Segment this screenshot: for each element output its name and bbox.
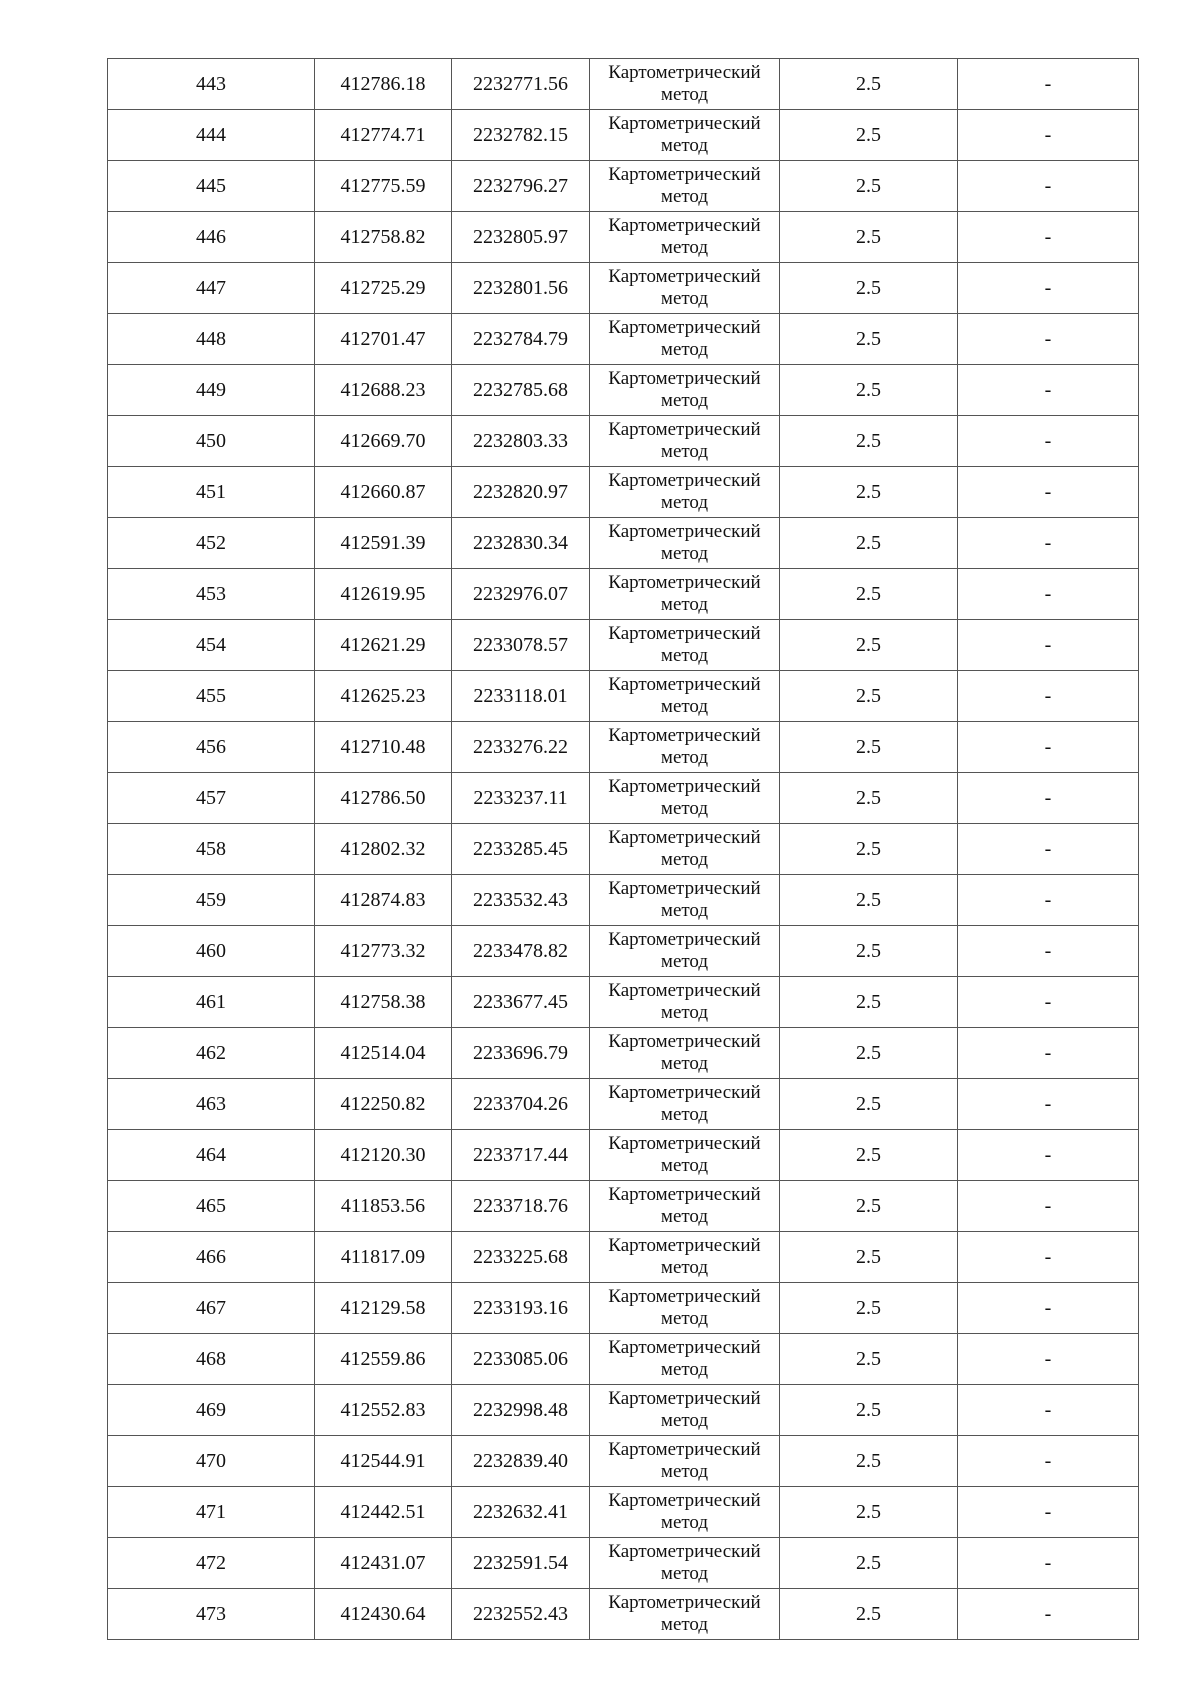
note-cell: - xyxy=(958,314,1139,365)
table-row xyxy=(108,1028,1139,1079)
point-number-cell: 450 xyxy=(108,416,315,467)
table-row xyxy=(108,1232,1139,1283)
accuracy-cell: 2.5 xyxy=(780,1079,958,1130)
y-coordinate-cell: 2233532.43 xyxy=(452,875,590,926)
note-cell: - xyxy=(958,59,1139,110)
y-coordinate-cell: 2233285.45 xyxy=(452,824,590,875)
point-number-cell: 453 xyxy=(108,569,315,620)
x-coordinate-cell: 412660.87 xyxy=(315,467,452,518)
method-cell: Картометрический метод xyxy=(590,620,780,671)
x-coordinate-cell: 412725.29 xyxy=(315,263,452,314)
note-cell: - xyxy=(958,467,1139,518)
accuracy-cell: 2.5 xyxy=(780,977,958,1028)
y-coordinate-cell: 2233078.57 xyxy=(452,620,590,671)
y-coordinate-cell: 2232976.07 xyxy=(452,569,590,620)
note-cell: - xyxy=(958,773,1139,824)
table-row xyxy=(108,569,1139,620)
x-coordinate-cell: 412786.18 xyxy=(315,59,452,110)
accuracy-cell: 2.5 xyxy=(780,671,958,722)
point-number-cell: 454 xyxy=(108,620,315,671)
point-number-cell: 448 xyxy=(108,314,315,365)
coordinates-table xyxy=(107,58,1139,1640)
point-number-cell: 443 xyxy=(108,59,315,110)
y-coordinate-cell: 2232591.54 xyxy=(452,1538,590,1589)
method-cell: Картометрический метод xyxy=(590,1589,780,1640)
accuracy-cell: 2.5 xyxy=(780,365,958,416)
accuracy-cell: 2.5 xyxy=(780,569,958,620)
x-coordinate-cell: 412773.32 xyxy=(315,926,452,977)
x-coordinate-cell: 412514.04 xyxy=(315,1028,452,1079)
point-number-cell: 473 xyxy=(108,1589,315,1640)
note-cell: - xyxy=(958,365,1139,416)
x-coordinate-cell: 411817.09 xyxy=(315,1232,452,1283)
method-cell: Картометрический метод xyxy=(590,1181,780,1232)
table-row xyxy=(108,1436,1139,1487)
table-row xyxy=(108,1181,1139,1232)
table-row xyxy=(108,1079,1139,1130)
accuracy-cell: 2.5 xyxy=(780,416,958,467)
x-coordinate-cell: 412774.71 xyxy=(315,110,452,161)
method-cell: Картометрический метод xyxy=(590,416,780,467)
table-row xyxy=(108,314,1139,365)
point-number-cell: 471 xyxy=(108,1487,315,1538)
note-cell: - xyxy=(958,1385,1139,1436)
x-coordinate-cell: 412559.86 xyxy=(315,1334,452,1385)
y-coordinate-cell: 2232830.34 xyxy=(452,518,590,569)
accuracy-cell: 2.5 xyxy=(780,1436,958,1487)
note-cell: - xyxy=(958,1079,1139,1130)
table-row xyxy=(108,212,1139,263)
method-cell: Картометрический метод xyxy=(590,1385,780,1436)
x-coordinate-cell: 412621.29 xyxy=(315,620,452,671)
point-number-cell: 469 xyxy=(108,1385,315,1436)
method-cell: Картометрический метод xyxy=(590,110,780,161)
y-coordinate-cell: 2233718.76 xyxy=(452,1181,590,1232)
method-cell: Картометрический метод xyxy=(590,1436,780,1487)
note-cell: - xyxy=(958,926,1139,977)
point-number-cell: 458 xyxy=(108,824,315,875)
y-coordinate-cell: 2232805.97 xyxy=(452,212,590,263)
table-row xyxy=(108,110,1139,161)
method-cell: Картометрический метод xyxy=(590,722,780,773)
method-cell: Картометрический метод xyxy=(590,926,780,977)
x-coordinate-cell: 412552.83 xyxy=(315,1385,452,1436)
point-number-cell: 460 xyxy=(108,926,315,977)
table-row xyxy=(108,1385,1139,1436)
y-coordinate-cell: 2233225.68 xyxy=(452,1232,590,1283)
accuracy-cell: 2.5 xyxy=(780,1283,958,1334)
note-cell: - xyxy=(958,1028,1139,1079)
note-cell: - xyxy=(958,1589,1139,1640)
table-row xyxy=(108,1589,1139,1640)
accuracy-cell: 2.5 xyxy=(780,1028,958,1079)
accuracy-cell: 2.5 xyxy=(780,161,958,212)
method-cell: Картометрический метод xyxy=(590,1232,780,1283)
table-row xyxy=(108,161,1139,212)
y-coordinate-cell: 2232771.56 xyxy=(452,59,590,110)
point-number-cell: 459 xyxy=(108,875,315,926)
x-coordinate-cell: 412874.83 xyxy=(315,875,452,926)
note-cell: - xyxy=(958,620,1139,671)
point-number-cell: 465 xyxy=(108,1181,315,1232)
note-cell: - xyxy=(958,263,1139,314)
accuracy-cell: 2.5 xyxy=(780,314,958,365)
point-number-cell: 463 xyxy=(108,1079,315,1130)
y-coordinate-cell: 2233704.26 xyxy=(452,1079,590,1130)
point-number-cell: 461 xyxy=(108,977,315,1028)
method-cell: Картометрический метод xyxy=(590,569,780,620)
table-row xyxy=(108,467,1139,518)
point-number-cell: 447 xyxy=(108,263,315,314)
table-row xyxy=(108,1283,1139,1334)
table-row xyxy=(108,620,1139,671)
table-row xyxy=(108,518,1139,569)
accuracy-cell: 2.5 xyxy=(780,518,958,569)
note-cell: - xyxy=(958,671,1139,722)
y-coordinate-cell: 2232785.68 xyxy=(452,365,590,416)
note-cell: - xyxy=(958,1283,1139,1334)
x-coordinate-cell: 412250.82 xyxy=(315,1079,452,1130)
method-cell: Картометрический метод xyxy=(590,1538,780,1589)
method-cell: Картометрический метод xyxy=(590,875,780,926)
x-coordinate-cell: 412710.48 xyxy=(315,722,452,773)
table-row xyxy=(108,824,1139,875)
x-coordinate-cell: 412591.39 xyxy=(315,518,452,569)
method-cell: Картометрический метод xyxy=(590,824,780,875)
method-cell: Картометрический метод xyxy=(590,467,780,518)
table-row xyxy=(108,875,1139,926)
method-cell: Картометрический метод xyxy=(590,671,780,722)
accuracy-cell: 2.5 xyxy=(780,1334,958,1385)
note-cell: - xyxy=(958,1232,1139,1283)
method-cell: Картометрический метод xyxy=(590,1487,780,1538)
point-number-cell: 470 xyxy=(108,1436,315,1487)
point-number-cell: 446 xyxy=(108,212,315,263)
point-number-cell: 462 xyxy=(108,1028,315,1079)
method-cell: Картометрический метод xyxy=(590,773,780,824)
note-cell: - xyxy=(958,1487,1139,1538)
x-coordinate-cell: 411853.56 xyxy=(315,1181,452,1232)
accuracy-cell: 2.5 xyxy=(780,875,958,926)
method-cell: Картометрический метод xyxy=(590,1079,780,1130)
note-cell: - xyxy=(958,722,1139,773)
x-coordinate-cell: 412619.95 xyxy=(315,569,452,620)
y-coordinate-cell: 2232796.27 xyxy=(452,161,590,212)
accuracy-cell: 2.5 xyxy=(780,824,958,875)
x-coordinate-cell: 412544.91 xyxy=(315,1436,452,1487)
note-cell: - xyxy=(958,1181,1139,1232)
method-cell: Картометрический метод xyxy=(590,59,780,110)
x-coordinate-cell: 412758.82 xyxy=(315,212,452,263)
x-coordinate-cell: 412688.23 xyxy=(315,365,452,416)
table-row xyxy=(108,671,1139,722)
accuracy-cell: 2.5 xyxy=(780,212,958,263)
note-cell: - xyxy=(958,161,1139,212)
y-coordinate-cell: 2232552.43 xyxy=(452,1589,590,1640)
table-row xyxy=(108,416,1139,467)
x-coordinate-cell: 412442.51 xyxy=(315,1487,452,1538)
x-coordinate-cell: 412758.38 xyxy=(315,977,452,1028)
y-coordinate-cell: 2232801.56 xyxy=(452,263,590,314)
y-coordinate-cell: 2233478.82 xyxy=(452,926,590,977)
accuracy-cell: 2.5 xyxy=(780,773,958,824)
y-coordinate-cell: 2233237.11 xyxy=(452,773,590,824)
method-cell: Картометрический метод xyxy=(590,263,780,314)
note-cell: - xyxy=(958,518,1139,569)
y-coordinate-cell: 2233276.22 xyxy=(452,722,590,773)
point-number-cell: 466 xyxy=(108,1232,315,1283)
x-coordinate-cell: 412625.23 xyxy=(315,671,452,722)
table-row xyxy=(108,977,1139,1028)
x-coordinate-cell: 412120.30 xyxy=(315,1130,452,1181)
y-coordinate-cell: 2232632.41 xyxy=(452,1487,590,1538)
accuracy-cell: 2.5 xyxy=(780,722,958,773)
x-coordinate-cell: 412669.70 xyxy=(315,416,452,467)
table-row xyxy=(108,722,1139,773)
note-cell: - xyxy=(958,1538,1139,1589)
x-coordinate-cell: 412802.32 xyxy=(315,824,452,875)
point-number-cell: 452 xyxy=(108,518,315,569)
method-cell: Картометрический метод xyxy=(590,1028,780,1079)
point-number-cell: 445 xyxy=(108,161,315,212)
table-row xyxy=(108,1538,1139,1589)
point-number-cell: 468 xyxy=(108,1334,315,1385)
accuracy-cell: 2.5 xyxy=(780,1385,958,1436)
table-row xyxy=(108,926,1139,977)
method-cell: Картометрический метод xyxy=(590,977,780,1028)
point-number-cell: 449 xyxy=(108,365,315,416)
note-cell: - xyxy=(958,824,1139,875)
x-coordinate-cell: 412129.58 xyxy=(315,1283,452,1334)
x-coordinate-cell: 412775.59 xyxy=(315,161,452,212)
method-cell: Картометрический метод xyxy=(590,314,780,365)
note-cell: - xyxy=(958,875,1139,926)
method-cell: Картометрический метод xyxy=(590,518,780,569)
accuracy-cell: 2.5 xyxy=(780,1181,958,1232)
y-coordinate-cell: 2232998.48 xyxy=(452,1385,590,1436)
y-coordinate-cell: 2232803.33 xyxy=(452,416,590,467)
method-cell: Картометрический метод xyxy=(590,1334,780,1385)
point-number-cell: 455 xyxy=(108,671,315,722)
method-cell: Картометрический метод xyxy=(590,161,780,212)
table-row xyxy=(108,1334,1139,1385)
note-cell: - xyxy=(958,110,1139,161)
accuracy-cell: 2.5 xyxy=(780,1538,958,1589)
x-coordinate-cell: 412786.50 xyxy=(315,773,452,824)
accuracy-cell: 2.5 xyxy=(780,467,958,518)
accuracy-cell: 2.5 xyxy=(780,110,958,161)
point-number-cell: 472 xyxy=(108,1538,315,1589)
method-cell: Картометрический метод xyxy=(590,365,780,416)
x-coordinate-cell: 412431.07 xyxy=(315,1538,452,1589)
accuracy-cell: 2.5 xyxy=(780,59,958,110)
y-coordinate-cell: 2233085.06 xyxy=(452,1334,590,1385)
x-coordinate-cell: 412430.64 xyxy=(315,1589,452,1640)
y-coordinate-cell: 2232839.40 xyxy=(452,1436,590,1487)
method-cell: Картометрический метод xyxy=(590,1130,780,1181)
point-number-cell: 456 xyxy=(108,722,315,773)
note-cell: - xyxy=(958,416,1139,467)
table-row xyxy=(108,263,1139,314)
accuracy-cell: 2.5 xyxy=(780,926,958,977)
accuracy-cell: 2.5 xyxy=(780,620,958,671)
accuracy-cell: 2.5 xyxy=(780,263,958,314)
y-coordinate-cell: 2233677.45 xyxy=(452,977,590,1028)
point-number-cell: 451 xyxy=(108,467,315,518)
table-row xyxy=(108,365,1139,416)
accuracy-cell: 2.5 xyxy=(780,1232,958,1283)
point-number-cell: 457 xyxy=(108,773,315,824)
accuracy-cell: 2.5 xyxy=(780,1487,958,1538)
accuracy-cell: 2.5 xyxy=(780,1130,958,1181)
note-cell: - xyxy=(958,1130,1139,1181)
x-coordinate-cell: 412701.47 xyxy=(315,314,452,365)
y-coordinate-cell: 2233696.79 xyxy=(452,1028,590,1079)
y-coordinate-cell: 2233118.01 xyxy=(452,671,590,722)
point-number-cell: 444 xyxy=(108,110,315,161)
note-cell: - xyxy=(958,212,1139,263)
y-coordinate-cell: 2233717.44 xyxy=(452,1130,590,1181)
note-cell: - xyxy=(958,1334,1139,1385)
point-number-cell: 464 xyxy=(108,1130,315,1181)
table-row xyxy=(108,59,1139,110)
y-coordinate-cell: 2232782.15 xyxy=(452,110,590,161)
note-cell: - xyxy=(958,569,1139,620)
table-row xyxy=(108,1487,1139,1538)
coordinates-table-body xyxy=(108,59,1139,1640)
table-row xyxy=(108,1130,1139,1181)
y-coordinate-cell: 2233193.16 xyxy=(452,1283,590,1334)
note-cell: - xyxy=(958,1436,1139,1487)
note-cell: - xyxy=(958,977,1139,1028)
y-coordinate-cell: 2232784.79 xyxy=(452,314,590,365)
point-number-cell: 467 xyxy=(108,1283,315,1334)
y-coordinate-cell: 2232820.97 xyxy=(452,467,590,518)
accuracy-cell: 2.5 xyxy=(780,1589,958,1640)
table-row xyxy=(108,773,1139,824)
method-cell: Картометрический метод xyxy=(590,1283,780,1334)
method-cell: Картометрический метод xyxy=(590,212,780,263)
